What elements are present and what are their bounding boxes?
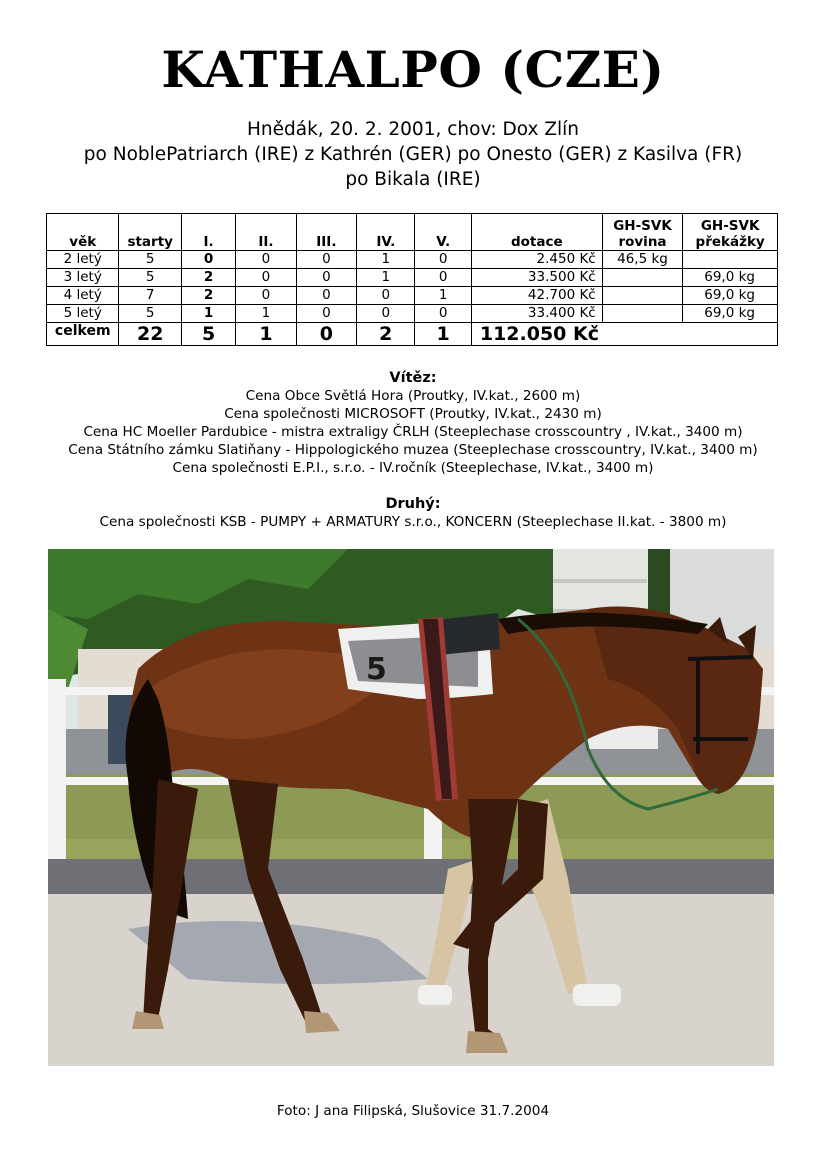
cell-jump-weight: 69,0 kg	[683, 305, 778, 323]
saddlecloth-number: 5	[366, 652, 387, 687]
cell-third: 0	[296, 287, 356, 305]
cell-age: 2 letý	[47, 251, 119, 269]
cell-first: 2	[181, 287, 235, 305]
cell-third: 0	[296, 269, 356, 287]
winner-heading: Vítěz:	[389, 370, 437, 386]
table-header-row	[47, 214, 778, 251]
photo-caption: Foto: J ana Filipská, Slušovice 31.7.2004	[276, 1103, 550, 1119]
cell-fifth: 0	[415, 269, 471, 287]
cell-first: 2	[181, 269, 235, 287]
cell-starts: 5	[119, 251, 181, 269]
table-row	[47, 269, 778, 287]
column-header: GH-SVK rovina	[602, 214, 683, 251]
race-item: Cena společnosti E.P.I., s.r.o. - IV.ročník (Steeplechase, IV.kat., 3400 m)	[172, 460, 654, 476]
cell-flat-weight	[602, 287, 683, 305]
cell-third: 0	[296, 251, 356, 269]
subtitle-line: Hnědák, 20. 2. 2001, chov: Dox Zlín	[246, 119, 579, 140]
horse-name-title: KATHALPO (CZE)	[161, 40, 665, 99]
cell-second: 1	[236, 305, 296, 323]
cell-first: 1	[181, 305, 235, 323]
winner-section	[0, 369, 826, 477]
total-first: 5	[181, 323, 235, 346]
cell-prize-money: 2.450 Kč	[471, 251, 602, 269]
cell-second: 0	[236, 287, 296, 305]
column-header: II.	[236, 214, 296, 251]
cell-age: 5 letý	[47, 305, 119, 323]
horse-photo	[48, 549, 774, 1066]
column-header: III.	[296, 214, 356, 251]
cell-jump-weight	[683, 251, 778, 269]
race-item: Cena HC Moeller Pardubice - mistra extraligy ČRLH (Steeplechase crosscountry , IV.kat., 3400 m)	[83, 424, 743, 440]
total-prize-money: 112.050 Kč	[471, 323, 777, 346]
cell-prize-money: 33.500 Kč	[471, 269, 602, 287]
column-header: GH-SVK překážky	[683, 214, 778, 251]
cell-flat-weight: 46,5 kg	[602, 251, 683, 269]
column-header: V.	[415, 214, 471, 251]
cell-third: 0	[296, 305, 356, 323]
column-header: starty	[119, 214, 181, 251]
cell-flat-weight	[602, 269, 683, 287]
cell-fifth: 1	[415, 287, 471, 305]
cell-fourth: 1	[357, 251, 415, 269]
total-second: 1	[236, 323, 296, 346]
second-place-section	[0, 495, 826, 531]
total-third: 0	[296, 323, 356, 346]
cell-fourth: 1	[357, 269, 415, 287]
pedigree-line: po NoblePatriarch (IRE) z Kathrén (GER) po Onesto (GER) z Kasilva (FR)	[83, 144, 743, 165]
table-row	[47, 305, 778, 323]
total-fifth: 1	[415, 323, 471, 346]
cell-fifth: 0	[415, 305, 471, 323]
pedigree-line: po Bikala (IRE)	[345, 169, 481, 190]
cell-second: 0	[236, 269, 296, 287]
cell-jump-weight: 69,0 kg	[683, 269, 778, 287]
cell-second: 0	[236, 251, 296, 269]
race-item: Cena společnosti MICROSOFT (Proutky, IV.kat., 2430 m)	[224, 406, 602, 422]
race-item: Cena Obce Světlá Hora (Proutky, IV.kat., 2600 m)	[245, 388, 581, 404]
cell-fifth: 0	[415, 251, 471, 269]
cell-fourth: 0	[357, 287, 415, 305]
column-header: dotace	[471, 214, 602, 251]
table-total-row	[47, 323, 778, 346]
cell-starts: 5	[119, 269, 181, 287]
cell-fourth: 0	[357, 305, 415, 323]
column-header: věk	[47, 214, 119, 251]
table-row	[47, 251, 778, 269]
race-statistics-table	[46, 213, 778, 346]
race-item: Cena společnosti KSB - PUMPY + ARMATURY s.r.o., KONCERN (Steeplechase II.kat. - 3800 m)	[99, 514, 727, 530]
cell-flat-weight	[602, 305, 683, 323]
second-place-heading: Druhý:	[385, 496, 441, 512]
cell-age: 4 letý	[47, 287, 119, 305]
total-starts: 22	[119, 323, 181, 346]
table-row	[47, 287, 778, 305]
cell-prize-money: 42.700 Kč	[471, 287, 602, 305]
total-label: celkem	[47, 323, 119, 346]
total-fourth: 2	[357, 323, 415, 346]
cell-jump-weight: 69,0 kg	[683, 287, 778, 305]
column-header: I.	[181, 214, 235, 251]
cell-prize-money: 33.400 Kč	[471, 305, 602, 323]
cell-age: 3 letý	[47, 269, 119, 287]
cell-starts: 5	[119, 305, 181, 323]
race-item: Cena Státního zámku Slatiňany - Hippologického muzea (Steeplechase crosscountry, IV.kat., 3400 m)	[68, 442, 758, 458]
cell-starts: 7	[119, 287, 181, 305]
column-header: IV.	[357, 214, 415, 251]
cell-first: 0	[181, 251, 235, 269]
